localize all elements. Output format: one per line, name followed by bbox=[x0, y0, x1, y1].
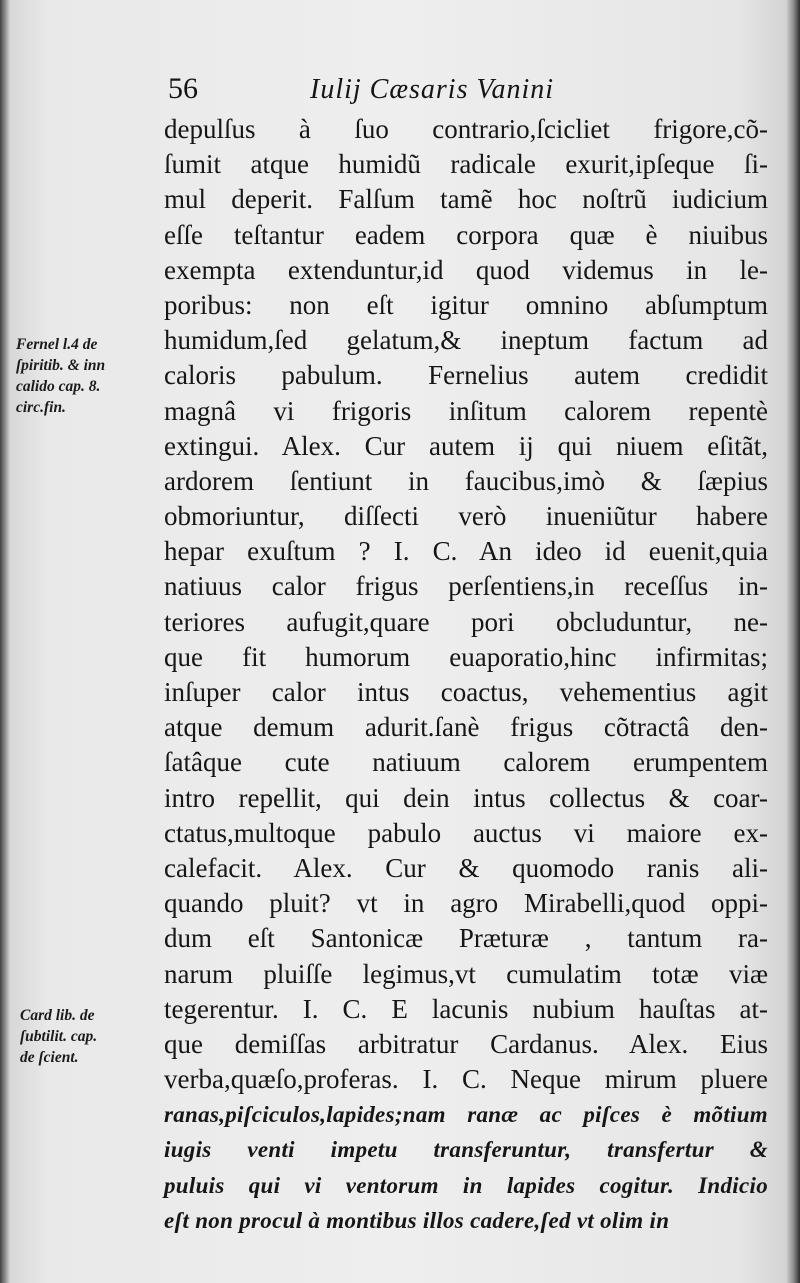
text-line: calefacit. Alex. Cur & quomodo ranis ali- bbox=[164, 852, 768, 883]
marginal-note-cardan bbox=[20, 1005, 97, 1068]
page-number: 56 bbox=[168, 72, 198, 105]
text-line: hepar exuſtum ? I. C. An ideo id euenit,quia bbox=[164, 536, 768, 567]
text-line: exempta extenduntur,id quod videmus in le- bbox=[164, 254, 768, 285]
running-title: Iulij Cæsaris Vanini bbox=[310, 74, 555, 105]
text-line: ſatâque cute natiuum calorem erumpentem bbox=[164, 747, 768, 778]
text-line: teriores aufugit,quare pori obcluduntur, ne- bbox=[164, 606, 768, 637]
text-line: eſſe teſtantur eadem corpora quæ è niuibus bbox=[164, 219, 768, 250]
text-line: magnâ vi frigoris inſitum calorem repentè bbox=[164, 395, 768, 426]
marginal-line: Card lib. de bbox=[20, 1007, 95, 1024]
text-line: ctatus,multoque pabulo auctus vi maiore ex- bbox=[164, 817, 768, 848]
marginal-line: circ.fin. bbox=[16, 399, 66, 416]
text-line: extingui. Alex. Cur autem ij qui niuem eſitãt, bbox=[164, 430, 768, 461]
text-line: ardorem ſentiunt in faucibus,imò & ſæpius bbox=[164, 465, 768, 496]
text-line: atque demum adurit.ſanè frigus cõtractâ den- bbox=[164, 712, 768, 743]
text-line: que demiſſas arbitratur Cardanus. Alex. Eius bbox=[164, 1028, 768, 1059]
page-left-shadow bbox=[0, 0, 10, 1283]
text-line: puluis qui vi ventorum in lapides cogitur. Indicio bbox=[164, 1172, 768, 1198]
marginal-line: Fernel l.4 de bbox=[16, 336, 98, 353]
text-line: inſuper calor intus coactus, vehementius agit bbox=[164, 677, 768, 707]
text-line: mul deperit. Falſum tamẽ hoc noſtrũ iudicium bbox=[164, 184, 768, 215]
text-line: quando pluit? vt in agro Mirabelli,quod oppi- bbox=[164, 888, 768, 919]
text-line: iugis venti impetu transferuntur, transfertur & bbox=[164, 1137, 768, 1163]
text-line: dum eſt Santonicæ Præturæ , tantum ra- bbox=[164, 923, 768, 954]
text-line: intro repellit, qui dein intus collectus & coar- bbox=[164, 782, 768, 813]
marginal-line: ſubtilit. cap. bbox=[20, 1028, 98, 1045]
text-line: ſumit atque humidũ radicale exurit,ipſeque ſi- bbox=[164, 149, 768, 180]
marginal-line: de ſcient. bbox=[20, 1049, 79, 1066]
text-line: narum pluiſſe legimus,vt cumulatim totæ viæ bbox=[164, 958, 768, 989]
text-line: caloris pabulum. Fernelius autem credidit bbox=[164, 360, 768, 391]
text-line: tegerentur. I. C. E lacunis nubium hauſtas at- bbox=[164, 993, 768, 1024]
text-line: ranas,piſciculos,lapides;nam ranæ ac piſces è mõtium bbox=[164, 1102, 768, 1128]
text-line: humidum,ſed gelatum,& ineptum factum ad bbox=[164, 325, 768, 356]
text-line: eſt non procul à montibus illos cadere,ſed vt olim in bbox=[164, 1207, 670, 1233]
body-text bbox=[164, 112, 768, 1238]
text-line: que fit humorum euaporatio,hinc infirmitas; bbox=[164, 641, 768, 672]
page-right-shadow bbox=[786, 0, 800, 1283]
marginal-line: ſpiritib. & inn bbox=[16, 357, 106, 374]
marginal-line: calido cap. 8. bbox=[16, 378, 101, 395]
marginal-note-fernel bbox=[16, 334, 105, 418]
page-header bbox=[168, 72, 608, 112]
text-line: verba,quæſo,proferas. I. C. Neque mirum pluere bbox=[164, 1064, 768, 1095]
text-line: poribus: non eſt igitur omnino abſumptum bbox=[164, 289, 768, 320]
text-line: depulſus à ſuo contrario,ſcicliet frigore,cõ- bbox=[164, 114, 768, 144]
text-line: obmoriuntur, diſſecti verò inueniũtur habere bbox=[164, 501, 768, 532]
text-line: natiuus calor frigus perſentiens,in receſſus in- bbox=[164, 571, 768, 602]
